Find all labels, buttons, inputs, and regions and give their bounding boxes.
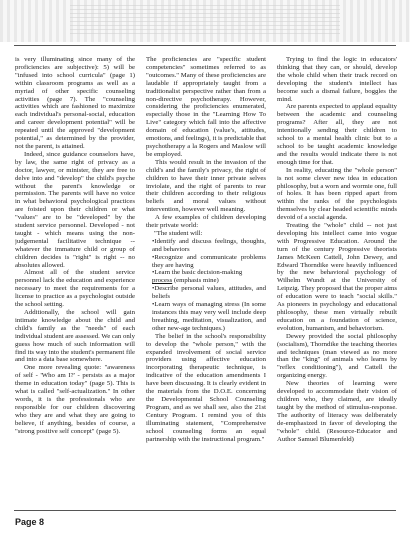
paragraph: One more revealing quote: "awareness of self - 'Who am I?' - persists as a major theme in education today" (page 5). This is what is called "self-actualization." In other words, it is the professionals who are responsible for our children discovering who they are and what they are going to believe, if anything, besides of course, a "strong positive self concept" (page 5). xyxy=(15,364,135,435)
paragraph: Trying to find the logic in educators' thinking that they can, or should, develop the whole child when their track record on developing the student's intellect has become such a dismal failure, boggles the mind. xyxy=(277,56,397,103)
bullet-item: • Learn ways of managing stress (In some instances this may very well include deep breathing, meditation, visualization, and other new-age techniques.) xyxy=(146,301,266,333)
bullet-item: • Identify and discuss feelings, thoughts, and behaviors xyxy=(146,238,266,254)
column-right xyxy=(277,56,397,506)
paragraph: The proficiencies are "specific student competencies" sometimes referred to as "outcomes." Many of these proficiencies are laudable if appropriately taught from a traditionalist perspective rather than from a non-directive psychotherapy. However, considering the proficiencies enumerated, especially those in the "Learning How To Live" category which fall into the affective domain of education (value's, attitudes, emotions, and feelings), it is predictable that psychotherapy a la Rogers and Maslow will be employed. xyxy=(146,56,266,158)
emphasized-word: process xyxy=(152,277,173,285)
article-body xyxy=(15,56,398,506)
column-middle xyxy=(146,56,266,506)
column-left xyxy=(15,56,135,506)
header-scan-artifact xyxy=(0,0,410,42)
quote-intro: "The student will: xyxy=(154,229,203,237)
paragraph: In reality, educating the "whole person" is not some clever new idea in education philosophy, but a worn and wormie one, full of holes. It has been ripped apart from within the ranks of the psychologists themselves by clear headed scientific minds devoid of a social agenda. xyxy=(277,166,397,222)
paragraph: A few examples of children developing their private world: xyxy=(146,214,266,230)
bullet-item: • Describe personal values, attitudes, and beliefs xyxy=(146,285,266,301)
paragraph: Indeed, since guidance counselors have, by law, the same right of privacy as a doctor, lawyer, or minister, they are free to delve into and "develop" the child's psyche without the parent's knowledge or permission. The parents will have no voice in what behavioral psychological practices are foisted upon their children or what "values" are to be "developed" by the student service personnel. Developed - not taught - which means using the non-judgemental facilitative technique -- whatever the immature child or group of children decides is "right" is right -- no absolutes allowed. xyxy=(15,150,135,269)
bottom-rule xyxy=(14,510,396,511)
paragraph: Treating the "whole" child -- not just developing his intellect came into vogue with Progressive Education. Around the turn of the century Progressive theorists James McKeen Cattell, John Dewey, and Edward Thorndike were heavily influenced by the new behavioral psychology of Wilhelm Wundt at the University of Leipzig. They proposed that the proper aims of education were to teach "social skills." As pioneers in psychology and educational philosophy, these men virtually rebuilt education on a foundation of science, evolution, humanism, and behaviorism. xyxy=(277,222,397,332)
bullet-item: • Learn the basic decision-making xyxy=(146,269,266,277)
emphasis-note: (emphasis mine) xyxy=(172,277,219,285)
page-number: Page 8 xyxy=(15,517,45,527)
bullet-item: • Recognize and communicate problems they are having xyxy=(146,254,266,270)
paragraph: is very illuminating since many of the proficiencies are subjective): 5) will be "infused into school curricula" (page 1) within classroom programs as well as a myriad of other specific counseling activities (page 7). The "counseling activities which are fashioned to maximize each individual's personal-social, education and career development potential" will be repeated until the approved "development potential," as determined by the provider, not the parent, is attained. xyxy=(15,56,135,150)
bullet-item-continued xyxy=(146,277,266,285)
paragraph: Are parents expected to applaud equality between the academic and counseling programs? After all, they are not intentionally sending their children to school to a mental health clinic but to a school to be taught academic knowledge and the results would indicate there is not enough time for that. xyxy=(277,103,397,166)
paragraph: Almost all of the student service personnel lack the education and experience necessary to meet the requirements for a license to practice as a psychologist outside the school setting. xyxy=(15,269,135,309)
paragraph: Additionally, the school will gain intimate knowledge about the child and child's family as the "needs" of each individual student are assessed. We can only guess how much of such information will find its way into the student's permanent file and into a data base somewhere. xyxy=(15,309,135,364)
top-rule xyxy=(14,45,396,46)
paragraph: This would result in the invasion of the child's and the family's privacy, the right of children to have their inner private selves inviolate, and the right of parents to rear their children according to their religious beliefs and moral values without intervention, however well meaning. xyxy=(146,158,266,214)
paragraph: The belief in the school's responsibility to develop the "whole person," with the expanded involvement of social service providers using affective education incorporating therapeutic technique, is indicative of the education amendments I have been discussing. It is clearly evident in the materials from the D.O.E. concerning the Developmental School Counseling Program, and as we shall see, also the 21st Century Program. I remind you of this illuminating statement, "Comprehensive school counseling forms an equal partnership with the instructional program." xyxy=(146,332,266,443)
paragraph: Dewey provided the social philosophy (socialism), Thorndike the teaching theories and techniques (man viewed as no more than the "king" of animals who learns by "reflex conditioning"), and Cattell the organizing energy. xyxy=(277,332,397,380)
paragraph: New theories of learning were developed to accommodate their vision of children who, they claimed, are ideally taught by the method of stimulus-response. The authority of literacy was deliberately de-emphasized in favor of developing the "whole" child. (Resource-Educator and Author Samuel Blumenfeld) xyxy=(277,380,397,443)
